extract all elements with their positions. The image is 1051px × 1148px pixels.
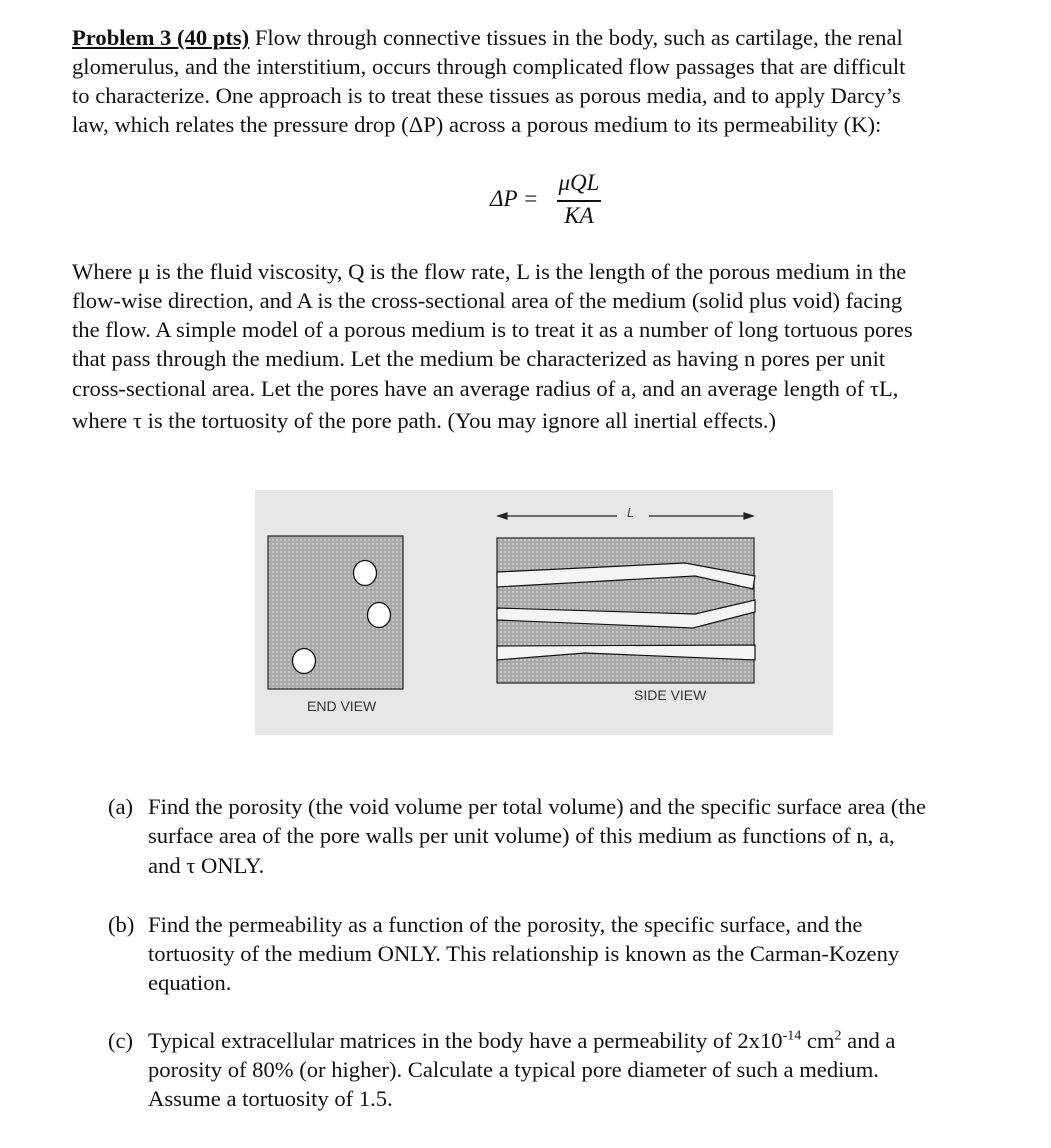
intro-line-2: glomerulus, and the interstitium, occurs through complicated flow passages that are difficult: [72, 54, 906, 79]
problem-title: Problem 3 (40 pts): [72, 25, 250, 50]
exponent: 2: [834, 1028, 842, 1044]
exponent: -14: [782, 1028, 802, 1044]
part-line: Assume a tortuosity of 1.5.: [148, 1086, 393, 1111]
body-line: the flow. A simple model of a porous medium is to treat it as a number of long tortuous pores: [72, 317, 913, 342]
length-label: L: [627, 505, 635, 520]
intro-line-1: [72, 23, 903, 52]
body-line: that pass through the medium. Let the medium be characterized as having n pores per unit: [72, 346, 886, 371]
body-line: where τ is the tortuosity of the pore path. (You may ignore all inertial effects.): [72, 408, 777, 433]
intro-line-4: law, which relates the pressure drop (ΔP) across a porous medium to its permeability (K):: [72, 112, 882, 137]
part-line: surface area of the pore walls per unit volume) of this medium as functions of n, a,: [148, 823, 895, 848]
part-label: (c): [108, 1028, 134, 1053]
equation-numerator: μQL: [558, 170, 600, 195]
side-view: [497, 538, 755, 683]
side-view-label: SIDE VIEW: [634, 687, 707, 703]
part-line: [148, 1026, 895, 1055]
body-line: cross-sectional area. Let the pores have an average radius of a, and an average length of τL,: [72, 376, 899, 401]
end-view-label: END VIEW: [307, 698, 377, 714]
fraction-bar: [557, 200, 601, 202]
text: Typical extracellular matrices in the body have a permeability of 2x10: [148, 1028, 783, 1053]
part-line: porosity of 80% (or higher). Calculate a typical pore diameter of such a medium.: [148, 1057, 879, 1082]
part-line: tortuosity of the medium ONLY. This relationship is known as the Carman-Kozeny: [148, 941, 900, 966]
body-line: flow-wise direction, and A is the cross-sectional area of the medium (solid plus void) facing: [72, 288, 903, 313]
intro-text: Flow through connective tissues in the body, such as cartilage, the renal: [249, 25, 903, 50]
text: cm: [801, 1028, 835, 1053]
equation-denominator: KA: [564, 203, 594, 228]
porous-medium-figure: [255, 490, 833, 735]
intro-line-3: to characterize. One approach is to treat these tissues as porous media, and to apply Darcy’s: [72, 83, 901, 108]
part-line: Find the porosity (the void volume per total volume) and the specific surface area (the: [148, 794, 926, 819]
part-label: (a): [108, 794, 134, 819]
part-label: (b): [108, 912, 135, 937]
part-line: and τ ONLY.: [148, 853, 265, 878]
part-line: Find the permeability as a function of the porosity, the specific surface, and the: [148, 912, 863, 937]
end-view: [268, 536, 403, 689]
equation-lhs: ΔP =: [490, 186, 539, 211]
body-line: Where μ is the fluid viscosity, Q is the flow rate, L is the length of the porous medium in the: [72, 259, 907, 284]
part-line: equation.: [148, 970, 232, 995]
text: and a: [841, 1028, 896, 1053]
